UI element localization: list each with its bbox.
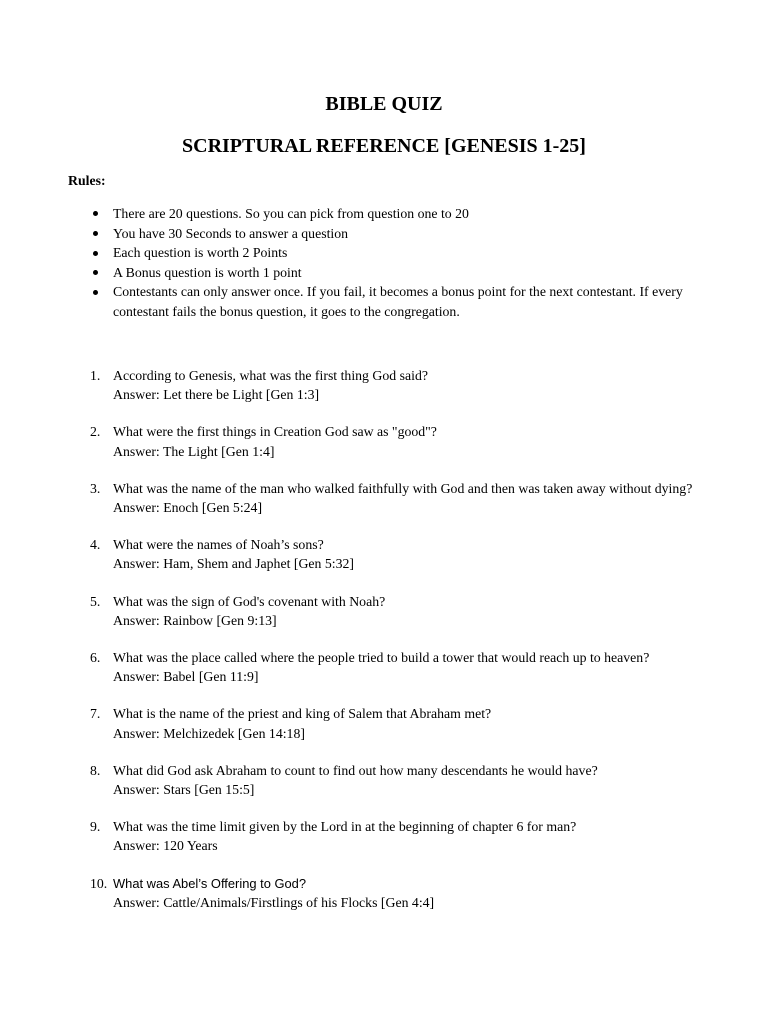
question-number: 8. (90, 762, 101, 778)
rule-item (113, 263, 708, 283)
question-number: 3. (90, 480, 101, 496)
question-item (90, 535, 730, 591)
answer-text: Answer: The Light [Gen 1:4] (113, 443, 275, 459)
answer-text: Answer: Rainbow [Gen 9:13] (113, 612, 277, 628)
answer-text: Answer: Let there be Light [Gen 1:3] (113, 387, 320, 403)
question-item (90, 704, 730, 760)
question-number: 1. (90, 368, 101, 383)
question-item (90, 366, 730, 422)
answer-text: Answer: Melchizedek [Gen 14:18] (113, 725, 305, 741)
question-text: What was the sign of God's covenant with Noah? (113, 593, 386, 609)
answer-text: Answer: Stars [Gen 15:5] (113, 782, 255, 798)
rule-item (113, 204, 708, 224)
question-item (90, 592, 730, 648)
answer-text: Answer: Cattle/Animals/Firstlings of his Flocks [Gen 4:4] (113, 894, 435, 910)
question-number: 4. (90, 537, 101, 553)
question-item (90, 874, 730, 930)
question-text: What is the name of the priest and king of Salem that Abraham met? (113, 706, 492, 722)
question-number: 7. (90, 706, 101, 722)
question-number: 9. (90, 819, 101, 835)
rule-item (113, 282, 708, 321)
question-text: What did God ask Abraham to count to find out how many descendants he would have? (113, 762, 598, 778)
rule-item (113, 224, 708, 244)
question-item (90, 648, 730, 704)
question-number: 6. (90, 649, 101, 665)
bullet-icon (93, 211, 98, 216)
answer-text: Answer: Babel [Gen 11:9] (113, 669, 259, 685)
rule-text: Contestants can only answer once. If you fail, it becomes a bonus point for the next contestant. If every contestant fails the bonus question, it goes to the congregation. (113, 284, 683, 319)
rule-text: Each question is worth 2 Points (113, 245, 288, 261)
page-title: BIBLE QUIZ (325, 93, 443, 115)
rule-item (113, 243, 708, 263)
questions-list (90, 366, 730, 930)
question-item (90, 422, 730, 478)
question-text: What was the place called where the people tried to build a tower that would reach up to heaven? (113, 649, 650, 665)
rule-text: There are 20 questions. So you can pick from question one to 20 (113, 206, 469, 221)
bullet-icon (93, 290, 98, 295)
bullet-icon (93, 251, 98, 256)
question-item (90, 479, 730, 535)
question-text: What was the time limit given by the Lord in at the beginning of chapter 6 for man? (113, 819, 577, 835)
question-item (90, 761, 730, 817)
question-text: What was the name of the man who walked faithfully with God and then was taken away without dying? (113, 480, 693, 496)
question-item (90, 817, 730, 873)
bullet-icon (93, 231, 98, 236)
rules-list (113, 204, 708, 322)
question-number: 2. (90, 424, 101, 440)
question-text: What was Abel’s Offering to God? (113, 875, 306, 891)
page-subtitle: SCRIPTURAL REFERENCE [GENESIS 1-25] (182, 135, 586, 157)
answer-text: Answer: 120 Years (113, 838, 218, 854)
answer-text: Answer: Enoch [Gen 5:24] (113, 500, 263, 516)
question-number: 10. (90, 875, 108, 891)
rule-text: You have 30 Seconds to answer a question (113, 225, 349, 241)
rule-text: A Bonus question is worth 1 point (113, 264, 302, 280)
question-text: What were the first things in Creation God saw as "good"? (113, 424, 437, 440)
bullet-icon (93, 270, 98, 275)
question-text: According to Genesis, what was the first thing God said? (113, 368, 428, 383)
answer-text: Answer: Ham, Shem and Japhet [Gen 5:32] (113, 556, 355, 572)
rules-heading: Rules: (68, 173, 106, 188)
question-number: 5. (90, 593, 101, 609)
question-text: What were the names of Noah’s sons? (113, 537, 324, 553)
